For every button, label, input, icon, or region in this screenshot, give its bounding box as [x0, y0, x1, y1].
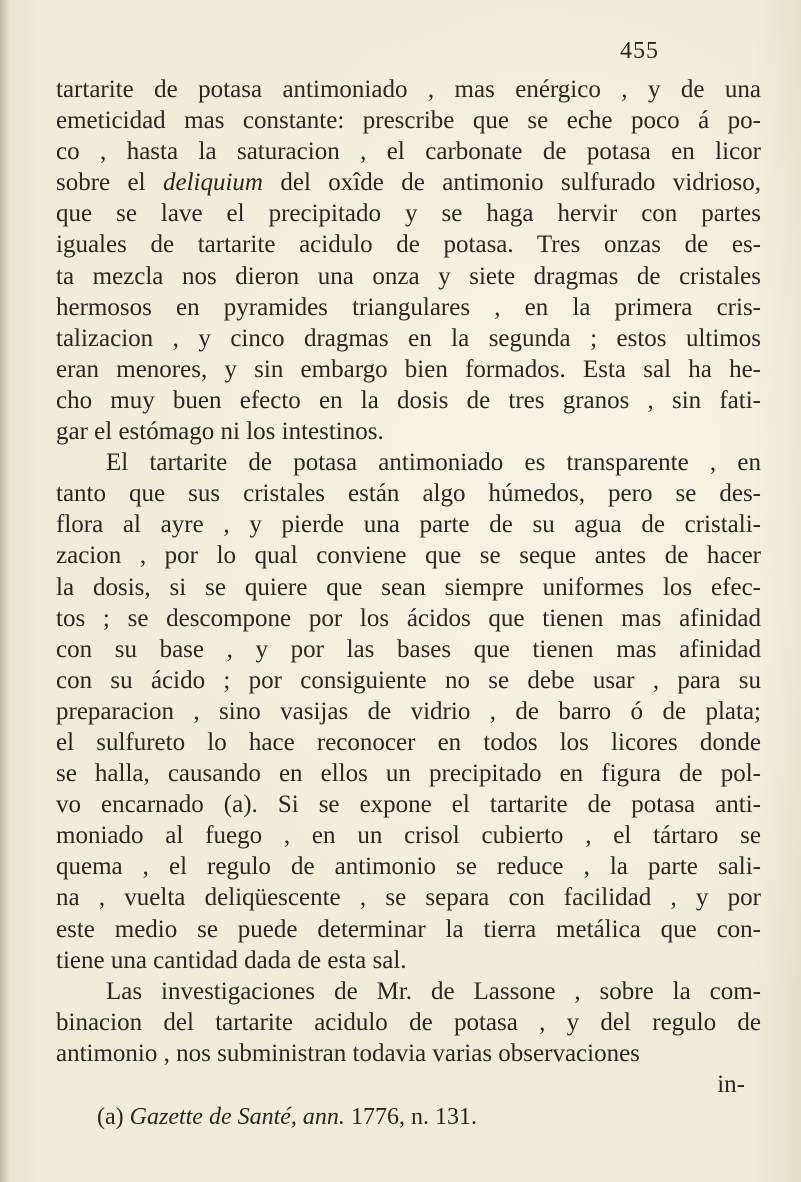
text-line: preparacion , sino vasijas de vidrio , de barro ó de plata; [56, 697, 761, 725]
footnote-source: Gazette de Santé, ann. [129, 1104, 345, 1130]
text-line: na , vuelta deliqüescente , se separa con facilidad , y por [56, 884, 761, 912]
text-line: se halla, causando en ellos un precipitado en figura de pol- [56, 760, 761, 788]
text-line: tanto que sus cristales están algo húmedos, pero se des- [56, 480, 761, 508]
text-line: este medio se puede determinar la tierra metálica que con- [56, 915, 761, 943]
footnote [97, 1104, 477, 1131]
spine-shadow [0, 0, 10, 1182]
text-line: ta mezcla nos dieron una onza y siete dragmas de cristales [56, 262, 761, 290]
text-line: zacion , por lo qual conviene que se seque antes de hacer [56, 542, 761, 570]
text-line: tartarite de potasa antimoniado , mas enérgico , y de una [56, 76, 761, 103]
text-line: iguales de tartarite acidulo de potasa. Tres onzas de es- [56, 231, 761, 259]
body-text [56, 74, 761, 1100]
text-line: con su ácido ; por consiguiente no se debe usar , para su [56, 666, 761, 694]
text-line: flora al ayre , y pierde una parte de su agua de cristali- [56, 511, 761, 539]
text-line: cho muy buen efecto en la dosis de tres granos , sin fati- [56, 386, 761, 414]
text-line: el sulfureto lo hace reconocer en todos los licores donde [56, 728, 761, 756]
text-line: hermosos en pyramides triangulares , en la primera cris- [56, 293, 761, 321]
text-line: co , hasta la saturacion , el carbonate de potasa en licor [56, 138, 761, 166]
text-line: sobre el deliquium del oxîde de antimonio sulfurado vidrioso, [56, 169, 761, 197]
catchword: in- [717, 1071, 745, 1098]
text-line: antimonio , nos subministran todavia varias observaciones [56, 1039, 640, 1067]
text-line: talizacion , y cinco dragmas en la segunda ; estos ultimos [56, 324, 761, 352]
text-line: que se lave el precipitado y se haga hervir con partes [56, 200, 761, 228]
text-line: vo encarnado (a). Si se expone el tartarite de potasa anti- [56, 791, 761, 819]
text-line: binacion del tartarite acidulo de potasa , y del regulo de [56, 1008, 761, 1036]
text-line: tos ; se descompone por los ácidos que tienen mas afinidad [56, 604, 761, 632]
text-line: tiene una cantidad dada de esta sal. [56, 946, 407, 974]
text-line: Las investigaciones de Mr. de Lassone , sobre la com- [106, 977, 761, 1005]
footnote-reference: 1776, n. 131. [350, 1104, 477, 1130]
text-line: moniado al fuego , en un crisol cubierto , el tártaro se [56, 822, 761, 850]
text-line: con su base , y por las bases que tienen mas afinidad [56, 635, 761, 663]
footnote-marker: (a) [97, 1104, 124, 1130]
text-line: emeticidad mas constante: prescribe que se eche poco á po- [56, 107, 761, 135]
text-line: la dosis, si se quiere que sean siempre uniformes los efec- [56, 573, 761, 601]
text-line: gar el estómago ni los intestinos. [56, 418, 384, 446]
text-line: eran menores, y sin embargo bien formados. Esta sal ha he- [56, 355, 761, 383]
text-line: El tartarite de potasa antimoniado es transparente , en [106, 449, 761, 477]
text-line: quema , el regulo de antimonio se reduce , la parte sali- [56, 853, 761, 881]
page-number: 455 [620, 38, 659, 64]
